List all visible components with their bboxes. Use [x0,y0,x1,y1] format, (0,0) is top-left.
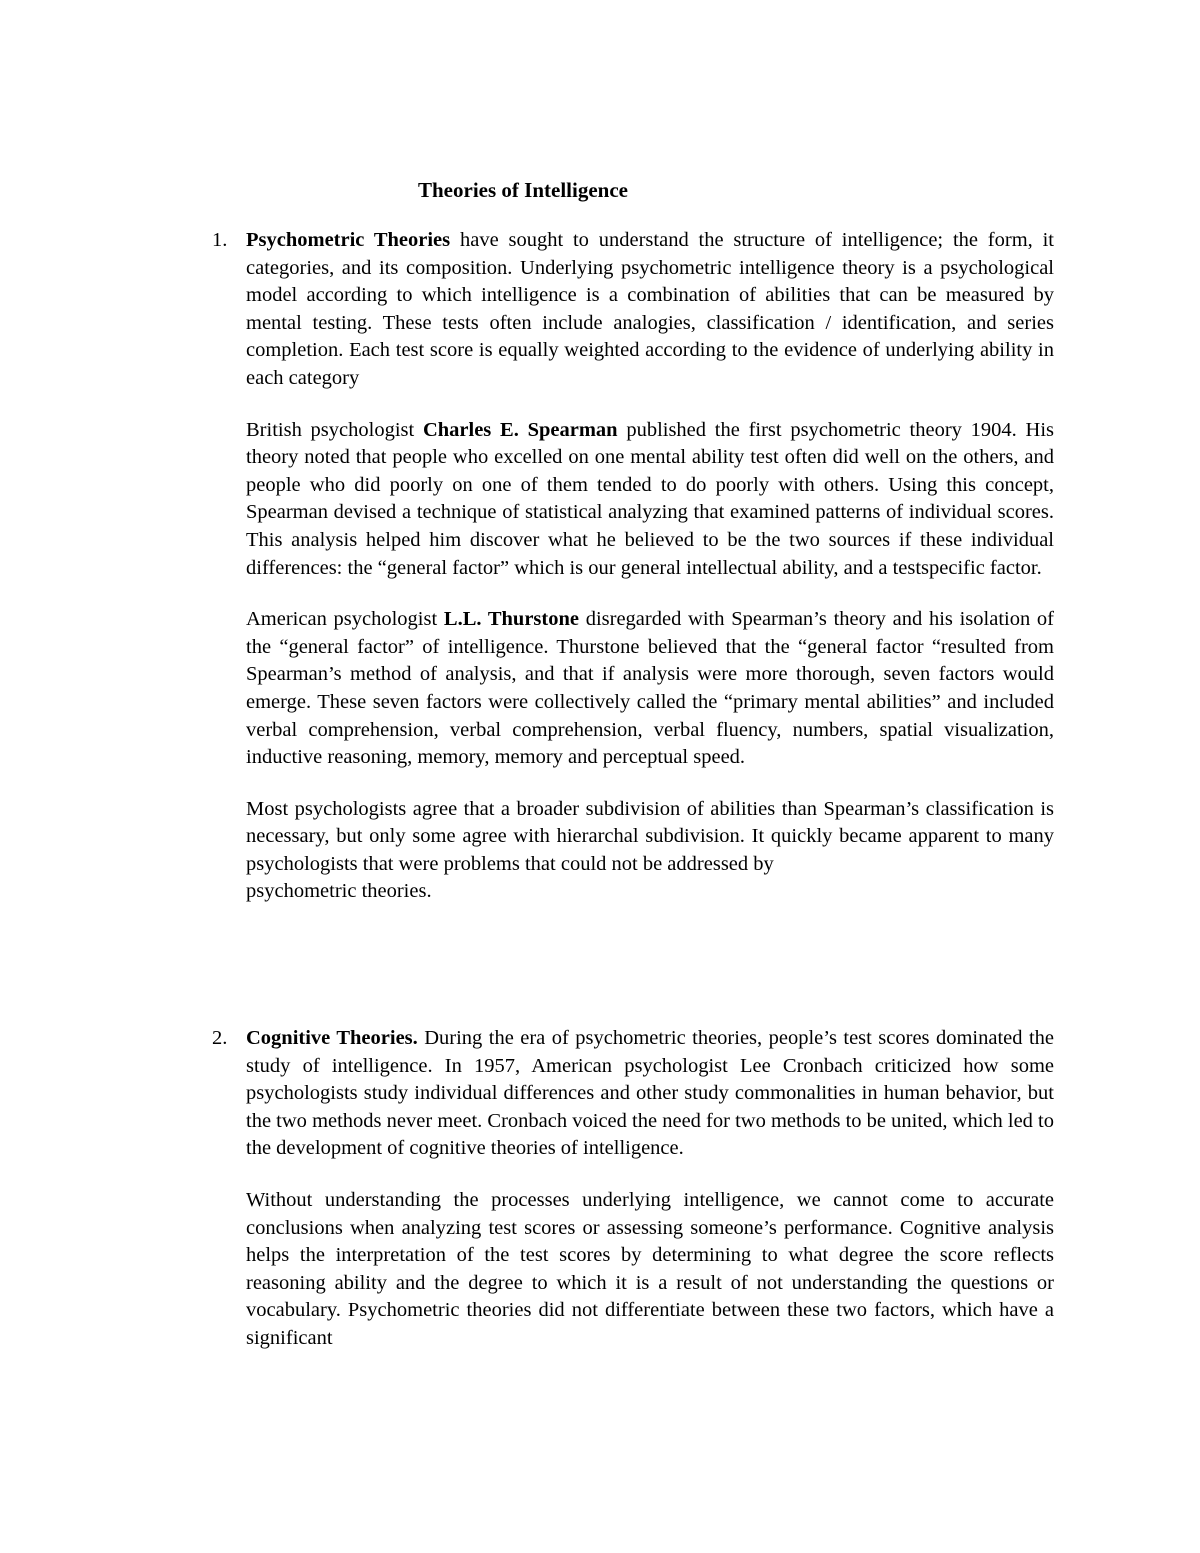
bold-name: Charles E. Spearman [422,418,618,441]
paragraph [246,606,1054,772]
paragraph [246,796,1054,906]
paragraph-text: During the era of psychometric theories, people’s test scores dominated the study of intelligence. In 1957, American psychologist Lee Cronbach criticized how some psychologists study individual differences and other study commonalities in human behavior, but the two methods never meet. Cronbach voiced the need for two methods to be united, which led to the development of cognitive theories of intelligence. [246,1027,1054,1160]
section-body [246,1025,1054,1353]
paragraph [246,1025,1054,1163]
section-number: 2. [212,1027,228,1049]
section-number: 1. [212,229,228,251]
paragraph [246,227,1054,393]
section-cognitive-theories [212,1025,1054,1353]
paragraph-tail: psychometric theories. [246,880,432,903]
bold-name: L.L. Thurstone [443,608,579,631]
paragraph-text: published the first psychometric theory 1904. His theory noted that people who excelled on one mental ability test often did well on the others, and people who did poorly on one of them tended to do poorly with others. Using this concept, Spearman devised a technique of statistical analyzing that examined patterns of individual scores. This analysis helped him discover what he believed to be the two sources if these individual differences: the “general factor” which is our general intellectual ability, and a testspecific factor. [246,418,1054,579]
paragraph-text: Without understanding the processes underlying intelligence, we cannot come to accurate conclusions when analyzing test scores or assessing someone’s performance. Cognitive analysis helps the interpretation of the test scores by determining to what degree the score reflects reasoning ability and the degree to which it is a result of not understanding the questions or vocabulary. Psychometric theories did not differentiate between these two factors, which have a significant [246,1188,1054,1349]
section-heading: Cognitive Theories. [246,1027,418,1049]
section-heading: Psychometric Theories [246,229,451,251]
paragraph-text: have sought to understand the structure of intelligence; the form, it categories, and its composition. Underlying psychometric intelligence theory is a psychological model according to which intelligence is a combination of abilities that can be measured by mental testing. These tests often include analogies, classification / identification, and series completion. Each test score is equally weighted according to the evidence of underlying ability in each category [246,229,1054,389]
paragraph-text: Most psychologists agree that a broader subdivision of abilities than Spearman’s classification is necessary, but only some agree with hierarchal subdivision. It quickly became apparent to many psychologists that were problems that could not be addressed by [246,797,1054,875]
paragraph-text: British psychologist [246,418,415,441]
section-psychometric-theories [212,227,1054,906]
section-body [246,227,1054,906]
paragraph [246,417,1054,583]
paragraph-text: American psychologist [246,608,438,631]
document-title: Theories of Intelligence [418,178,628,202]
paragraph [246,1187,1054,1353]
paragraph-text: disregarded with Spearman’s theory and his isolation of the “general factor” of intelligence. Thurstone believed that the “general factor “resulted from Spearman’s method of analysis, and that if analysis were more thorough, seven factors would emerge. These seven factors were collectively called the “primary mental abilities” and included verbal comprehension, verbal comprehension, verbal fluency, numbers, spatial visualization, inductive reasoning, memory, memory and perceptual speed. [246,608,1055,769]
